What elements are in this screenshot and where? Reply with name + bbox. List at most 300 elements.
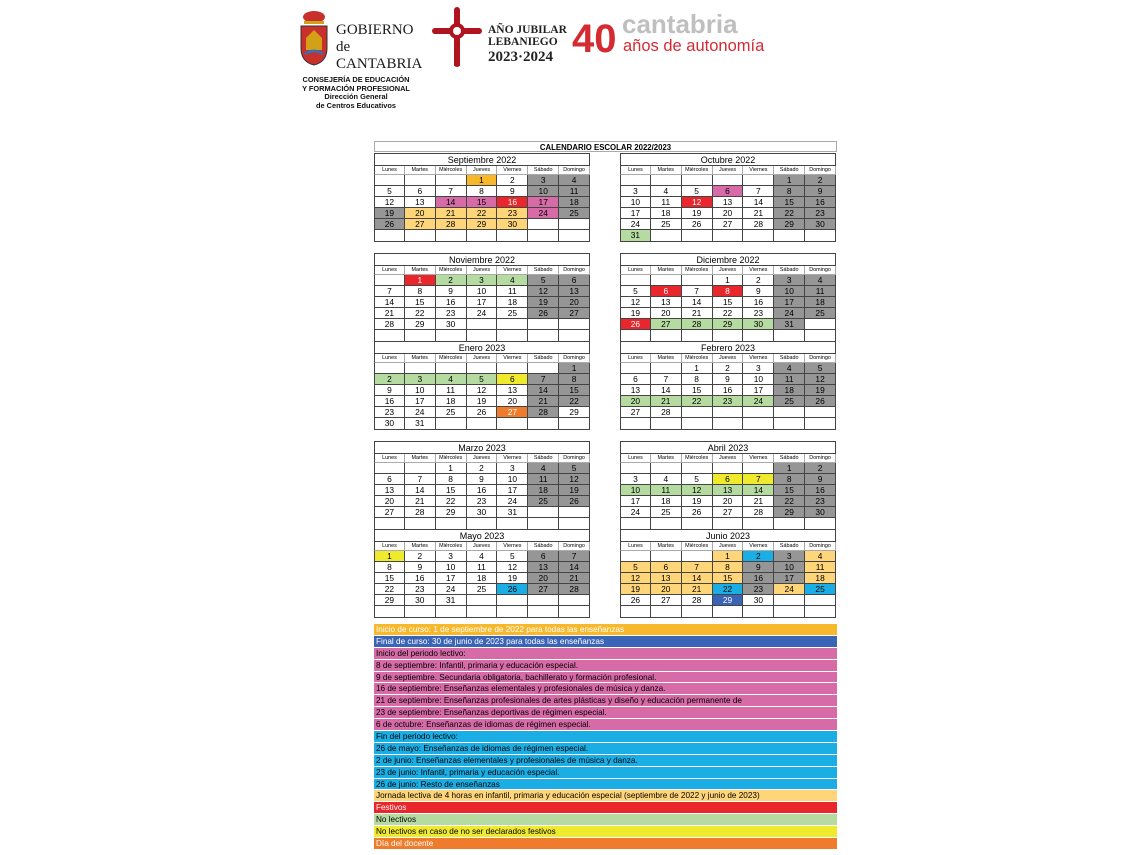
day-cell (651, 230, 682, 241)
calendar-legend (374, 624, 837, 850)
legend-row: 6 de octubre: Enseñanzas de idiomas de régimen especial. (374, 719, 837, 731)
day-cell: 29 (774, 507, 805, 518)
day-cell: 1 (405, 275, 436, 286)
day-cell (405, 175, 436, 186)
day-cell: 17 (436, 573, 467, 584)
day-cell: 11 (805, 562, 836, 573)
day-cell: 5 (682, 474, 713, 485)
day-cell: 20 (374, 496, 405, 507)
month-block (374, 341, 590, 430)
day-cell: 27 (405, 219, 436, 230)
day-cell: 21 (651, 396, 682, 407)
day-cell: 21 (528, 396, 559, 407)
day-cell: 23 (374, 407, 405, 418)
day-cell: 22 (374, 584, 405, 595)
day-cell: 6 (651, 562, 682, 573)
day-cell: 25 (467, 584, 498, 595)
day-cell: 24 (774, 308, 805, 319)
day-cell (743, 418, 774, 429)
weekday-header: Martes (405, 354, 436, 363)
day-cell: 13 (497, 385, 528, 396)
day-cell (713, 606, 744, 617)
day-cell: 14 (682, 573, 713, 584)
day-cell (682, 551, 713, 562)
consejeria-line-4: de Centros Educativos (315, 100, 397, 110)
day-cell: 6 (713, 186, 744, 197)
day-cell: 7 (528, 374, 559, 385)
day-cell: 8 (774, 186, 805, 197)
anos-de-autonomia-text: años de autonomía (623, 37, 765, 55)
day-cell: 9 (713, 374, 744, 385)
month-grid (374, 354, 590, 430)
legend-row: 26 de mayo: Enseñanzas de idiomas de régimen especial. (374, 743, 837, 755)
weekday-header: Miércoles (436, 454, 467, 463)
weekday-header: Jueves (467, 354, 498, 363)
day-cell: 28 (436, 219, 467, 230)
day-cell: 2 (497, 175, 528, 186)
month-title: Mayo 2023 (374, 529, 590, 542)
day-cell: 17 (467, 297, 498, 308)
day-cell: 6 (559, 275, 590, 286)
day-cell: 16 (805, 485, 836, 496)
day-cell: 26 (805, 396, 836, 407)
day-cell: 19 (805, 385, 836, 396)
day-cell (374, 363, 405, 374)
day-cell: 28 (743, 219, 774, 230)
day-cell: 16 (497, 197, 528, 208)
month-grid (620, 266, 836, 342)
day-cell: 11 (651, 197, 682, 208)
day-cell: 6 (497, 374, 528, 385)
day-cell (528, 507, 559, 518)
day-cell: 25 (805, 584, 836, 595)
day-cell (805, 606, 836, 617)
day-cell (651, 175, 682, 186)
day-cell (405, 518, 436, 529)
weekday-header: Lunes (374, 354, 405, 363)
day-cell (743, 230, 774, 241)
weekday-header: Jueves (713, 454, 744, 463)
day-cell: 27 (497, 407, 528, 418)
day-cell (651, 551, 682, 562)
day-cell: 13 (713, 485, 744, 496)
weekday-header: Lunes (620, 454, 651, 463)
day-cell (620, 551, 651, 562)
day-cell: 24 (620, 219, 651, 230)
weekday-header: Martes (651, 266, 682, 275)
day-cell: 8 (405, 286, 436, 297)
day-cell: 17 (528, 197, 559, 208)
day-cell (528, 595, 559, 606)
day-cell: 18 (559, 197, 590, 208)
day-cell (497, 363, 528, 374)
day-cell: 10 (774, 286, 805, 297)
day-cell: 3 (743, 363, 774, 374)
day-cell (651, 363, 682, 374)
day-cell (374, 175, 405, 186)
day-cell: 12 (467, 385, 498, 396)
day-cell: 23 (497, 208, 528, 219)
day-cell: 20 (528, 573, 559, 584)
day-cell: 2 (805, 175, 836, 186)
weekday-header: Miércoles (682, 266, 713, 275)
day-cell: 4 (774, 363, 805, 374)
day-cell: 19 (620, 308, 651, 319)
weekday-header: Sábado (774, 266, 805, 275)
day-cell: 7 (436, 186, 467, 197)
day-cell: 6 (651, 286, 682, 297)
legend-row: 23 de septiembre: Enseñanzas deportivas de régimen especial. (374, 707, 837, 719)
day-cell: 3 (774, 551, 805, 562)
day-cell: 12 (682, 485, 713, 496)
day-cell: 10 (774, 562, 805, 573)
weekday-header: Viernes (497, 454, 528, 463)
month-title: Febrero 2023 (620, 341, 836, 354)
weekday-header: Jueves (713, 354, 744, 363)
legend-row: 21 de septiembre: Enseñanzas profesionales de artes plásticas y diseño y educación permanente de (374, 695, 837, 707)
weekday-header: Lunes (620, 542, 651, 551)
day-cell: 9 (436, 286, 467, 297)
month-block (374, 441, 590, 530)
weekday-header: Viernes (497, 266, 528, 275)
day-cell (467, 595, 498, 606)
day-cell (651, 463, 682, 474)
month-block (620, 341, 836, 430)
day-cell: 29 (774, 219, 805, 230)
day-cell (774, 595, 805, 606)
weekday-header: Sábado (528, 542, 559, 551)
day-cell: 29 (713, 319, 744, 330)
day-cell: 24 (436, 584, 467, 595)
day-cell (497, 319, 528, 330)
month-block (374, 253, 590, 342)
day-cell (467, 606, 498, 617)
month-grid (620, 354, 836, 430)
legend-row: 23 de junio: Infantil, primaria y educación especial. (374, 767, 837, 779)
day-cell: 15 (713, 573, 744, 584)
day-cell: 4 (559, 175, 590, 186)
weekday-header: Viernes (743, 266, 774, 275)
day-cell: 17 (774, 573, 805, 584)
weekday-header: Domingo (559, 454, 590, 463)
day-cell: 25 (528, 496, 559, 507)
day-cell: 8 (559, 374, 590, 385)
day-cell: 2 (374, 374, 405, 385)
day-cell: 22 (713, 584, 744, 595)
day-cell: 28 (651, 407, 682, 418)
weekday-header: Sábado (528, 354, 559, 363)
day-cell (497, 230, 528, 241)
day-cell: 5 (805, 363, 836, 374)
day-cell: 30 (805, 507, 836, 518)
day-cell: 21 (743, 496, 774, 507)
day-cell (374, 463, 405, 474)
day-cell (713, 230, 744, 241)
day-cell: 18 (651, 208, 682, 219)
day-cell: 17 (620, 496, 651, 507)
weekday-header: Martes (405, 166, 436, 175)
day-cell: 30 (436, 319, 467, 330)
legend-row: 2 de junio: Enseñanzas elementales y profesionales de música y danza. (374, 755, 837, 767)
gobierno-line-1: GOBIERNO (336, 22, 414, 38)
day-cell (467, 418, 498, 429)
day-cell: 20 (651, 584, 682, 595)
day-cell: 19 (467, 396, 498, 407)
day-cell: 28 (743, 507, 774, 518)
day-cell (743, 463, 774, 474)
day-cell: 25 (559, 208, 590, 219)
consejeria-line-2: Y FORMACIÓN PROFESIONAL (302, 83, 410, 93)
consejeria-text (300, 76, 412, 110)
day-cell (682, 175, 713, 186)
day-cell: 24 (497, 496, 528, 507)
day-cell: 7 (743, 474, 774, 485)
day-cell: 27 (620, 407, 651, 418)
consejeria-line-3: Dirección General (324, 92, 388, 102)
day-cell: 26 (559, 496, 590, 507)
weekday-header: Sábado (774, 454, 805, 463)
month-grid (620, 166, 836, 242)
day-cell: 16 (743, 297, 774, 308)
day-cell (467, 518, 498, 529)
day-cell: 1 (713, 551, 744, 562)
month-block (620, 441, 836, 530)
day-cell: 30 (374, 418, 405, 429)
day-cell (682, 330, 713, 341)
day-cell: 11 (436, 385, 467, 396)
day-cell: 24 (528, 208, 559, 219)
weekday-header: Viernes (497, 354, 528, 363)
weekday-header: Lunes (374, 266, 405, 275)
day-cell: 14 (651, 385, 682, 396)
day-cell: 10 (497, 474, 528, 485)
day-cell (713, 175, 744, 186)
weekday-header: Domingo (559, 266, 590, 275)
day-cell (467, 363, 498, 374)
weekday-header: Lunes (374, 166, 405, 175)
weekday-header: Miércoles (436, 166, 467, 175)
weekday-header: Jueves (467, 542, 498, 551)
day-cell: 28 (374, 319, 405, 330)
weekday-header: Sábado (774, 166, 805, 175)
day-cell: 7 (374, 286, 405, 297)
day-cell (405, 330, 436, 341)
day-cell (682, 606, 713, 617)
day-cell: 25 (651, 507, 682, 518)
day-cell: 14 (528, 385, 559, 396)
day-cell: 9 (743, 562, 774, 573)
day-cell: 1 (682, 363, 713, 374)
legend-row: Inicio de curso: 1 de septiembre de 2022 para todas las enseñanzas (374, 624, 837, 636)
day-cell (497, 595, 528, 606)
weekday-header: Viernes (743, 542, 774, 551)
cantabria-40-logo-icon (572, 12, 624, 58)
weekday-header: Domingo (805, 266, 836, 275)
day-cell (620, 275, 651, 286)
day-cell (497, 418, 528, 429)
day-cell (713, 418, 744, 429)
day-cell: 14 (374, 297, 405, 308)
month-grid (374, 266, 590, 342)
weekday-header: Viernes (743, 354, 774, 363)
day-cell: 8 (682, 374, 713, 385)
day-cell: 28 (682, 319, 713, 330)
weekday-header: Sábado (528, 266, 559, 275)
day-cell: 9 (497, 186, 528, 197)
day-cell: 17 (497, 485, 528, 496)
month-block (374, 153, 590, 242)
day-cell: 3 (467, 275, 498, 286)
day-cell (713, 518, 744, 529)
day-cell: 9 (467, 474, 498, 485)
day-cell: 31 (774, 319, 805, 330)
legend-row: Fin del periodo lectivo: (374, 731, 837, 743)
day-cell (620, 418, 651, 429)
day-cell: 14 (405, 485, 436, 496)
day-cell: 25 (497, 308, 528, 319)
day-cell: 12 (559, 474, 590, 485)
day-cell (467, 330, 498, 341)
day-cell (774, 418, 805, 429)
day-cell: 23 (467, 496, 498, 507)
day-cell: 19 (528, 297, 559, 308)
day-cell: 11 (559, 186, 590, 197)
day-cell: 23 (805, 496, 836, 507)
day-cell: 10 (620, 485, 651, 496)
consejeria-line-1: CONSEJERÍA DE EDUCACIÓN (302, 75, 410, 84)
day-cell (528, 518, 559, 529)
day-cell (651, 330, 682, 341)
day-cell: 10 (743, 374, 774, 385)
weekday-header: Miércoles (436, 354, 467, 363)
day-cell (651, 275, 682, 286)
day-cell: 14 (743, 485, 774, 496)
day-cell (743, 518, 774, 529)
day-cell: 20 (651, 308, 682, 319)
day-cell (774, 407, 805, 418)
day-cell: 3 (405, 374, 436, 385)
day-cell: 1 (774, 175, 805, 186)
month-title: Noviembre 2022 (374, 253, 590, 266)
month-title: Marzo 2023 (374, 441, 590, 454)
weekday-header: Domingo (559, 354, 590, 363)
day-cell (405, 363, 436, 374)
day-cell: 15 (713, 297, 744, 308)
day-cell: 11 (497, 286, 528, 297)
day-cell: 4 (805, 551, 836, 562)
legend-row: 8 de septiembre: Infantil, primaria y educación especial. (374, 660, 837, 672)
day-cell (620, 463, 651, 474)
day-cell (682, 418, 713, 429)
day-cell: 27 (528, 584, 559, 595)
day-cell: 23 (405, 584, 436, 595)
day-cell: 7 (743, 186, 774, 197)
day-cell: 21 (374, 308, 405, 319)
day-cell: 1 (467, 175, 498, 186)
day-cell: 27 (374, 507, 405, 518)
day-cell: 28 (682, 595, 713, 606)
day-cell: 13 (651, 297, 682, 308)
day-cell: 17 (405, 396, 436, 407)
day-cell: 13 (651, 573, 682, 584)
day-cell (682, 407, 713, 418)
day-cell: 16 (743, 573, 774, 584)
weekday-header: Jueves (713, 542, 744, 551)
weekday-header: Miércoles (436, 266, 467, 275)
day-cell: 21 (436, 208, 467, 219)
legend-row: 26 de junio: Resto de enseñanzas (374, 779, 837, 791)
day-cell (559, 507, 590, 518)
weekday-header: Miércoles (682, 166, 713, 175)
legend-row: No lectivos (374, 814, 837, 826)
jubilar-line-1: AÑO JUBILAR (488, 24, 567, 36)
day-cell: 30 (743, 319, 774, 330)
day-cell (528, 363, 559, 374)
day-cell: 1 (559, 363, 590, 374)
legend-row: 16 de septiembre: Enseñanzas elementales y profesionales de música y danza. (374, 683, 837, 695)
day-cell (497, 518, 528, 529)
day-cell (620, 175, 651, 186)
day-cell: 18 (528, 485, 559, 496)
day-cell (528, 418, 559, 429)
day-cell (528, 319, 559, 330)
day-cell: 30 (405, 595, 436, 606)
day-cell (682, 463, 713, 474)
day-cell: 17 (620, 208, 651, 219)
gobierno-line-3: CANTABRIA (336, 56, 423, 72)
day-cell: 10 (620, 197, 651, 208)
day-cell: 2 (713, 363, 744, 374)
day-cell: 11 (528, 474, 559, 485)
weekday-header: Sábado (528, 166, 559, 175)
day-cell: 16 (805, 197, 836, 208)
day-cell (374, 330, 405, 341)
day-cell: 4 (436, 374, 467, 385)
day-cell: 15 (374, 573, 405, 584)
day-cell (559, 330, 590, 341)
day-cell: 23 (805, 208, 836, 219)
day-cell: 5 (620, 562, 651, 573)
day-cell: 27 (651, 595, 682, 606)
day-cell: 29 (467, 219, 498, 230)
day-cell: 22 (774, 208, 805, 219)
day-cell: 15 (467, 197, 498, 208)
day-cell (374, 606, 405, 617)
day-cell: 3 (497, 463, 528, 474)
day-cell: 12 (805, 374, 836, 385)
legend-row: Jornada lectiva de 4 horas en infantil, primaria y educación especial (septiembre de 2022 y junio de 2023) (374, 790, 837, 802)
day-cell (774, 230, 805, 241)
day-cell: 16 (713, 385, 744, 396)
day-cell: 5 (374, 186, 405, 197)
day-cell: 28 (559, 584, 590, 595)
day-cell: 29 (405, 319, 436, 330)
day-cell (743, 330, 774, 341)
weekday-header: Martes (405, 266, 436, 275)
month-block (620, 529, 836, 618)
day-cell (805, 518, 836, 529)
month-title: Septiembre 2022 (374, 153, 590, 166)
day-cell (559, 230, 590, 241)
month-grid (374, 454, 590, 530)
legend-row: Final de curso: 30 de junio de 2023 para todas las enseñanzas (374, 636, 837, 648)
day-cell: 31 (497, 507, 528, 518)
day-cell (405, 463, 436, 474)
weekday-header: Lunes (620, 166, 651, 175)
day-cell: 13 (374, 485, 405, 496)
day-cell: 4 (467, 551, 498, 562)
day-cell: 17 (743, 385, 774, 396)
